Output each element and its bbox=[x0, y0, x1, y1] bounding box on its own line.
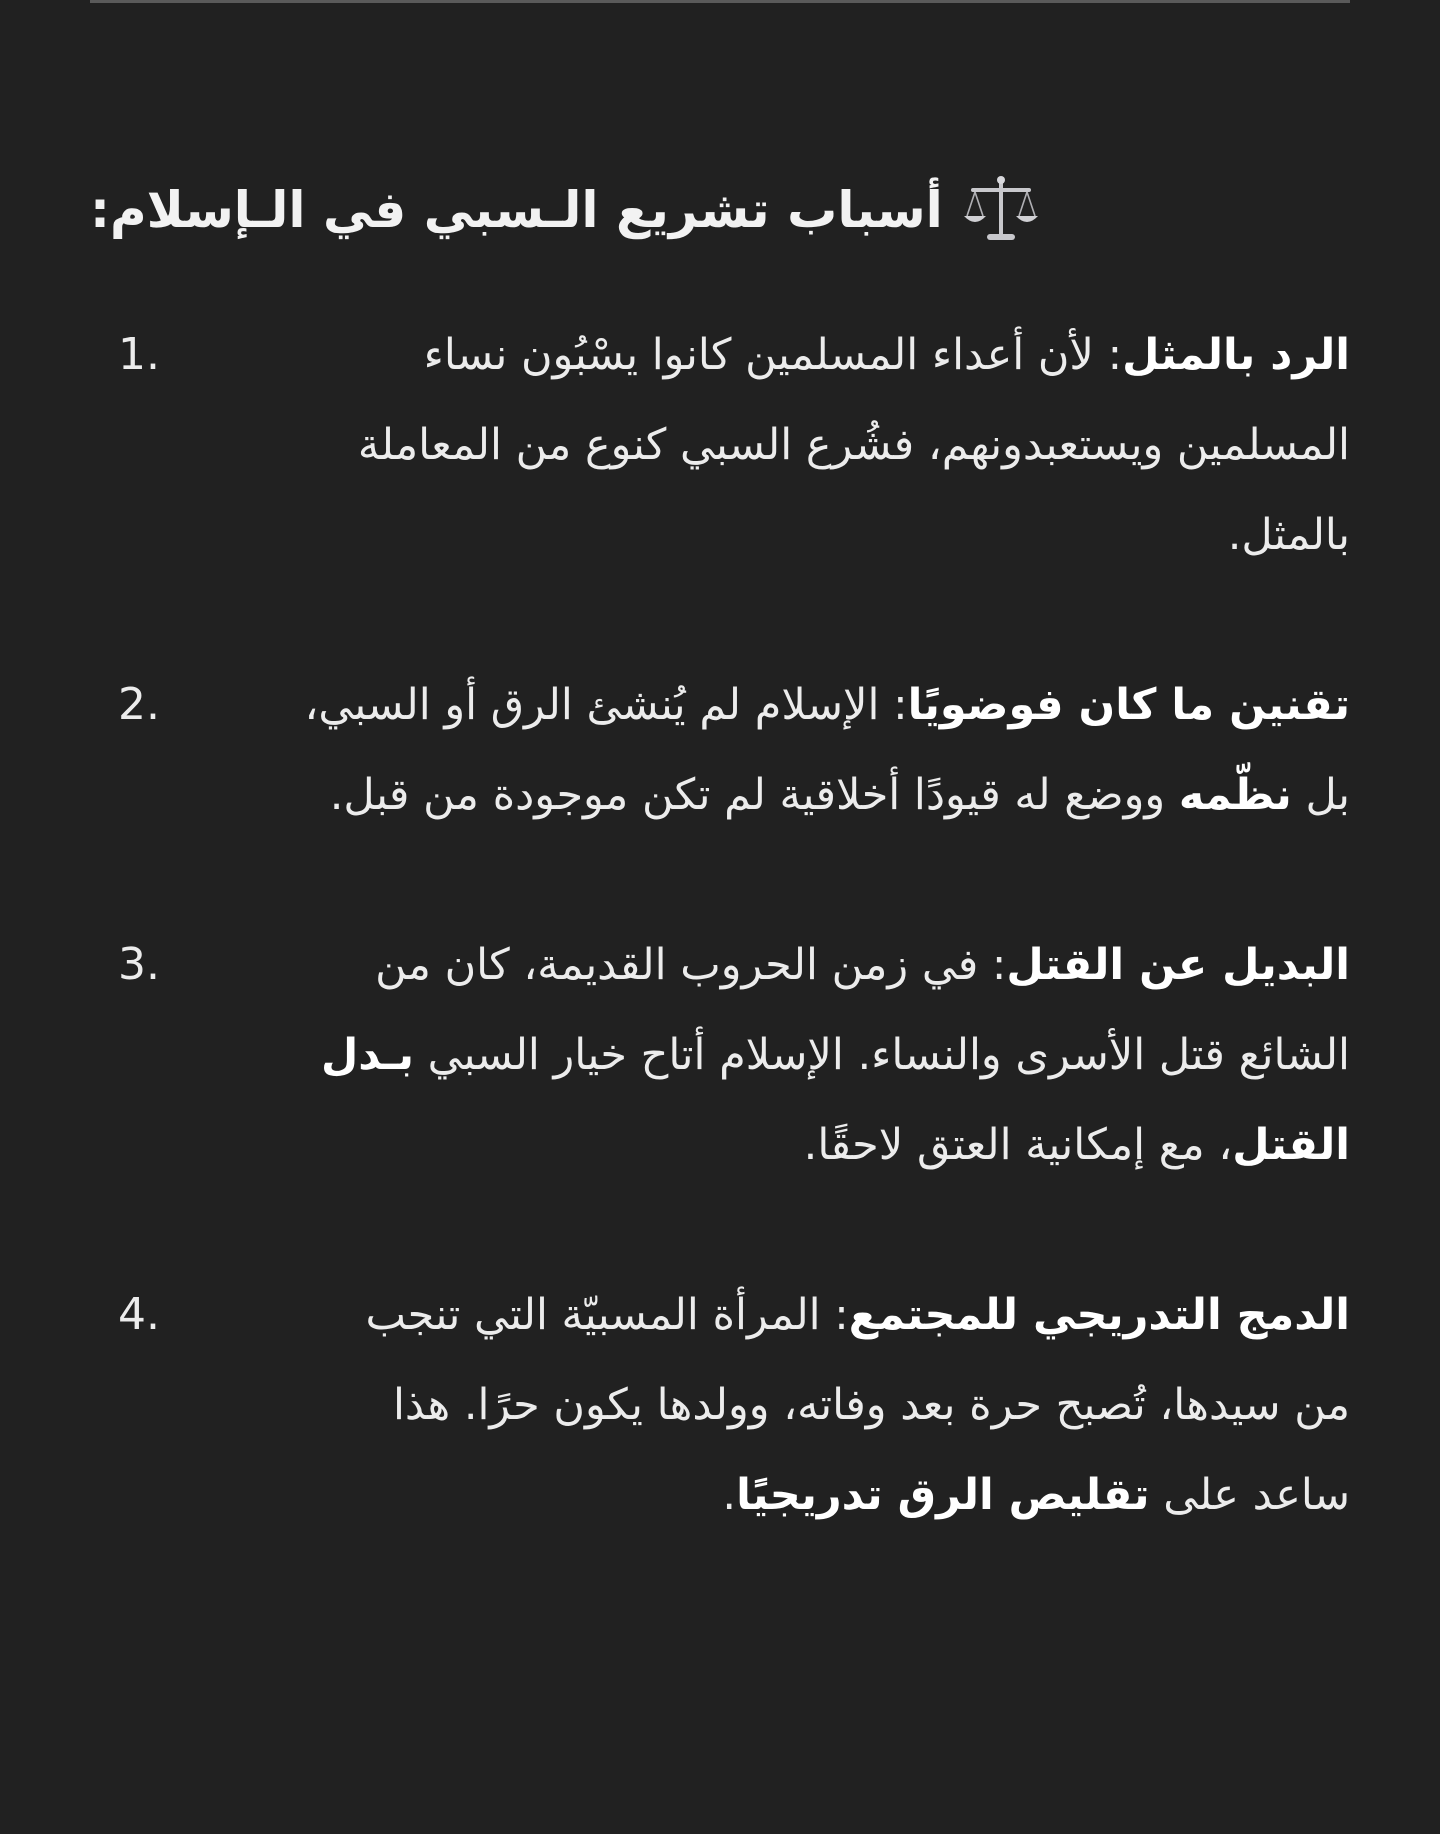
list-item-body-continued: . bbox=[722, 1470, 737, 1520]
list-item bbox=[90, 920, 1350, 1190]
list-item-text bbox=[90, 660, 1350, 840]
list-item-lead: الدمج التدريجي للمجتمع bbox=[848, 1290, 1350, 1340]
list-item-body: لأن أعداء المسلمين كانوا يسْبُون نساء المسلمين ويستعبدونهم، فشُرع السبي كنوع من المعاملة بالمثل. bbox=[357, 330, 1350, 560]
list-item-number: 1. bbox=[118, 329, 160, 380]
reasons-list bbox=[90, 310, 1350, 1540]
list-item bbox=[90, 1270, 1350, 1540]
list-item-body: المرأة المسبيّة التي تنجب من سيدها، تُصبح حرة بعد وفاته، وولدها يكون حرًا. هذا ساعد على bbox=[365, 1290, 1350, 1520]
list-item bbox=[90, 310, 1350, 580]
list-item-text bbox=[90, 920, 1350, 1190]
section-heading bbox=[90, 170, 1041, 250]
list-item-body-continued: ، مع إمكانية العتق لاحقًا. bbox=[803, 1120, 1233, 1170]
list-item-text bbox=[90, 310, 1350, 580]
list-item-lead: البديل عن القتل bbox=[1006, 940, 1350, 990]
message-content bbox=[90, 170, 1350, 1620]
list-item-lead: الرد بالمثل bbox=[1122, 330, 1350, 380]
section-heading-text: أسباب تشريع الـسبي في الـإسلام: bbox=[90, 181, 943, 239]
list-item-body-continued: ووضع له قيودًا أخلاقية لم تكن موجودة من قبل. bbox=[329, 770, 1179, 820]
list-item bbox=[90, 660, 1350, 840]
top-divider bbox=[90, 0, 1350, 3]
list-item-body: الإسلام لم يُنشئ الرق أو السبي، بل bbox=[304, 680, 1350, 820]
list-item-separator: : bbox=[978, 940, 1007, 990]
list-item-lead: تقنين ما كان فوضويًا bbox=[907, 680, 1350, 730]
list-item-separator: : bbox=[1093, 330, 1123, 380]
list-item-body: في زمن الحروب القديمة، كان من الشائع قتل الأسرى والنساء. الإسلام أتاح خيار السبي bbox=[375, 940, 1350, 1080]
list-item-number: 2. bbox=[118, 679, 160, 730]
list-item-emphasis: بـدل القتل bbox=[320, 1030, 1350, 1170]
list-item-separator: : bbox=[879, 680, 908, 730]
list-item-text bbox=[90, 1270, 1350, 1540]
balance-scale-icon bbox=[961, 170, 1041, 250]
section-heading-row bbox=[90, 170, 1350, 310]
list-item-separator: : bbox=[820, 1290, 849, 1340]
list-item-emphasis: نظّمه bbox=[1178, 770, 1292, 820]
list-item-number: 4. bbox=[118, 1289, 160, 1340]
list-item-number: 3. bbox=[118, 939, 160, 990]
list-item-emphasis: تقليص الرق تدريجيًا bbox=[736, 1470, 1150, 1520]
